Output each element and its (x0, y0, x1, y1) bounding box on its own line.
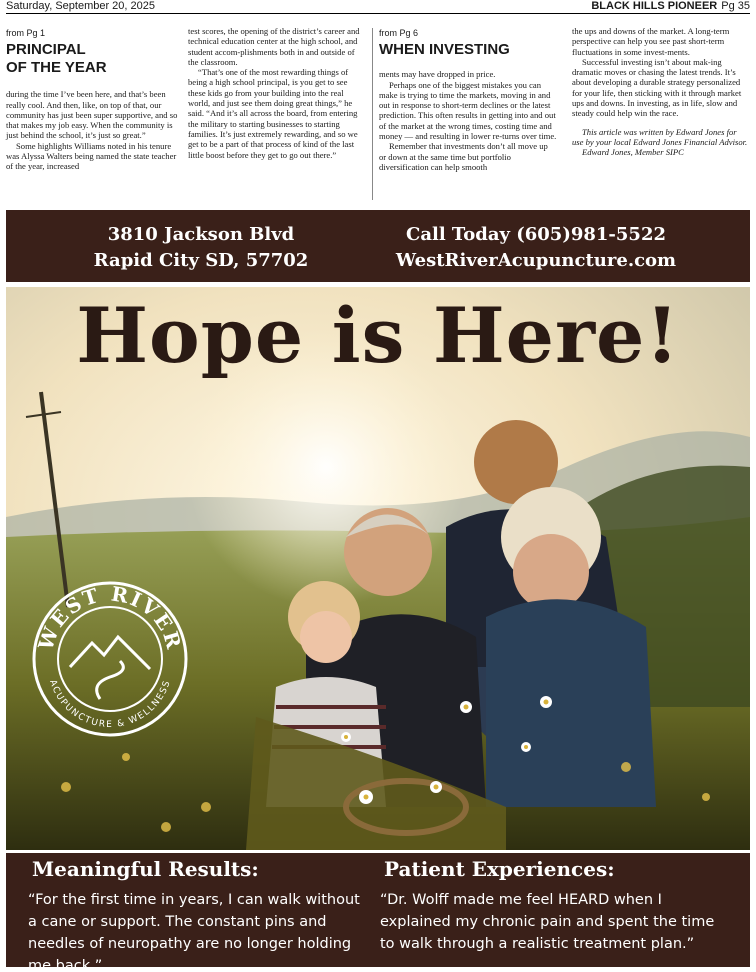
ad-contact (386, 222, 686, 274)
paragraph: the ups and downs of the market. A long-term perspective can help you see past short-term fluctuations in some invest-ments. (572, 26, 730, 57)
address-line2: Rapid City SD, 57702 (93, 250, 309, 271)
paragraph: “That’s one of the most rewarding things of being a high school principal, is you get to see these kids go from your building into the real world, and just see them doing great things,” he said. “And it’s all across the board, from entering the military to starting businesses to starting families. It’s just extremely rewarding, and so we get to be a part of that process of kind of the last little boost before they get to go out there.” (188, 67, 358, 160)
ad-contact-band (6, 210, 750, 282)
column-divider (372, 28, 373, 200)
paragraph: Some highlights Williams noted in his tenure was Alyssa Walters being named the state teacher of the year, increased (6, 140, 177, 172)
article-investing-col3 (379, 28, 557, 172)
experience-quote: “Dr. Wolff made me feel HEARD when I explained my chronic pain and spent the time to walk through a realistic treatment plan.” (380, 892, 715, 952)
paragraph: Perhaps one of the biggest mistakes you can make is trying to time the markets, moving in and out in response to short-term declines or the latest prediction. This often results in getting into and out of the market at the wrong times, costing time and money — and resulting in lower re-turns over time. (379, 79, 557, 142)
ad-testimonials-band (6, 853, 750, 972)
page-number: Pg 35 (721, 0, 750, 12)
jump-from-label: from Pg 1 (6, 28, 46, 38)
headline-investing: WHEN INVESTING (379, 41, 510, 59)
article-principal-col2 (188, 26, 366, 160)
paragraph: Remember that investments don’t all move up or down at the same time but portfolio diversification can help smooth (379, 141, 548, 172)
phone-number: Call Today (605)981-5522 (406, 224, 666, 245)
publication-title: BLACK HILLS PIONEER (591, 0, 718, 12)
jump-from-label: from Pg 6 (379, 28, 419, 38)
svg-text:ACUPUNCTURE & WELLNESS: ACUPUNCTURE & WELLNESS (47, 678, 173, 731)
experience-heading: Patient Experiences: (384, 857, 615, 881)
headline-principal-line2: OF THE YEAR (6, 59, 107, 77)
publication-name (591, 0, 750, 12)
svg-text:WEST RIVER: WEST RIVER (33, 581, 187, 654)
address-line1: 3810 Jackson Blvd (107, 224, 295, 245)
article-credit: This article was written by Edward Jones for use by your local Edward Jones Financial Advisor. (572, 126, 748, 147)
headline-principal-line1: PRINCIPAL (6, 41, 86, 59)
paragraph: Successful investing isn’t about mak-ing dramatic moves or chasing the latest trends. It’s about developing a durable strategy personalized for your life, then sticking with it through market ups and downs. In investing, as in life, slow and steady could help win the race. (572, 56, 742, 119)
paragraph: during the time I’ve been here, and that’s been really cool. And then, like, on top of that, our community has just been super supportive, and so that makes my job easy. When the community is just behind the school, it’s just so great.” (6, 89, 178, 141)
issue-date: Saturday, September 20, 2025 (6, 0, 156, 12)
ad-headline: Hope is Here! (76, 291, 680, 380)
results-heading: Meaningful Results: (32, 857, 259, 881)
ad-address (76, 222, 326, 274)
website-url: WestRiverAcupuncture.com (395, 250, 677, 271)
west-river-logo (30, 579, 190, 739)
page-header (6, 0, 750, 14)
article-credit-sipc: Edward Jones, Member SIPC (582, 147, 684, 158)
west-river-advertisement (6, 210, 750, 972)
family-photo (6, 287, 750, 850)
results-quote: “For the first time in years, I can walk without a cane or support. The constant pins and needles of neuropathy are no longer holding me back.” (28, 892, 360, 972)
paragraph: ments may have dropped in price. (379, 69, 496, 80)
paragraph: test scores, the opening of the district’s career and technical education center at the high school, and student accom-plishments both in and outside of the classroom. (188, 26, 360, 67)
article-investing-col4 (572, 26, 750, 158)
article-principal-col1 (6, 28, 182, 172)
